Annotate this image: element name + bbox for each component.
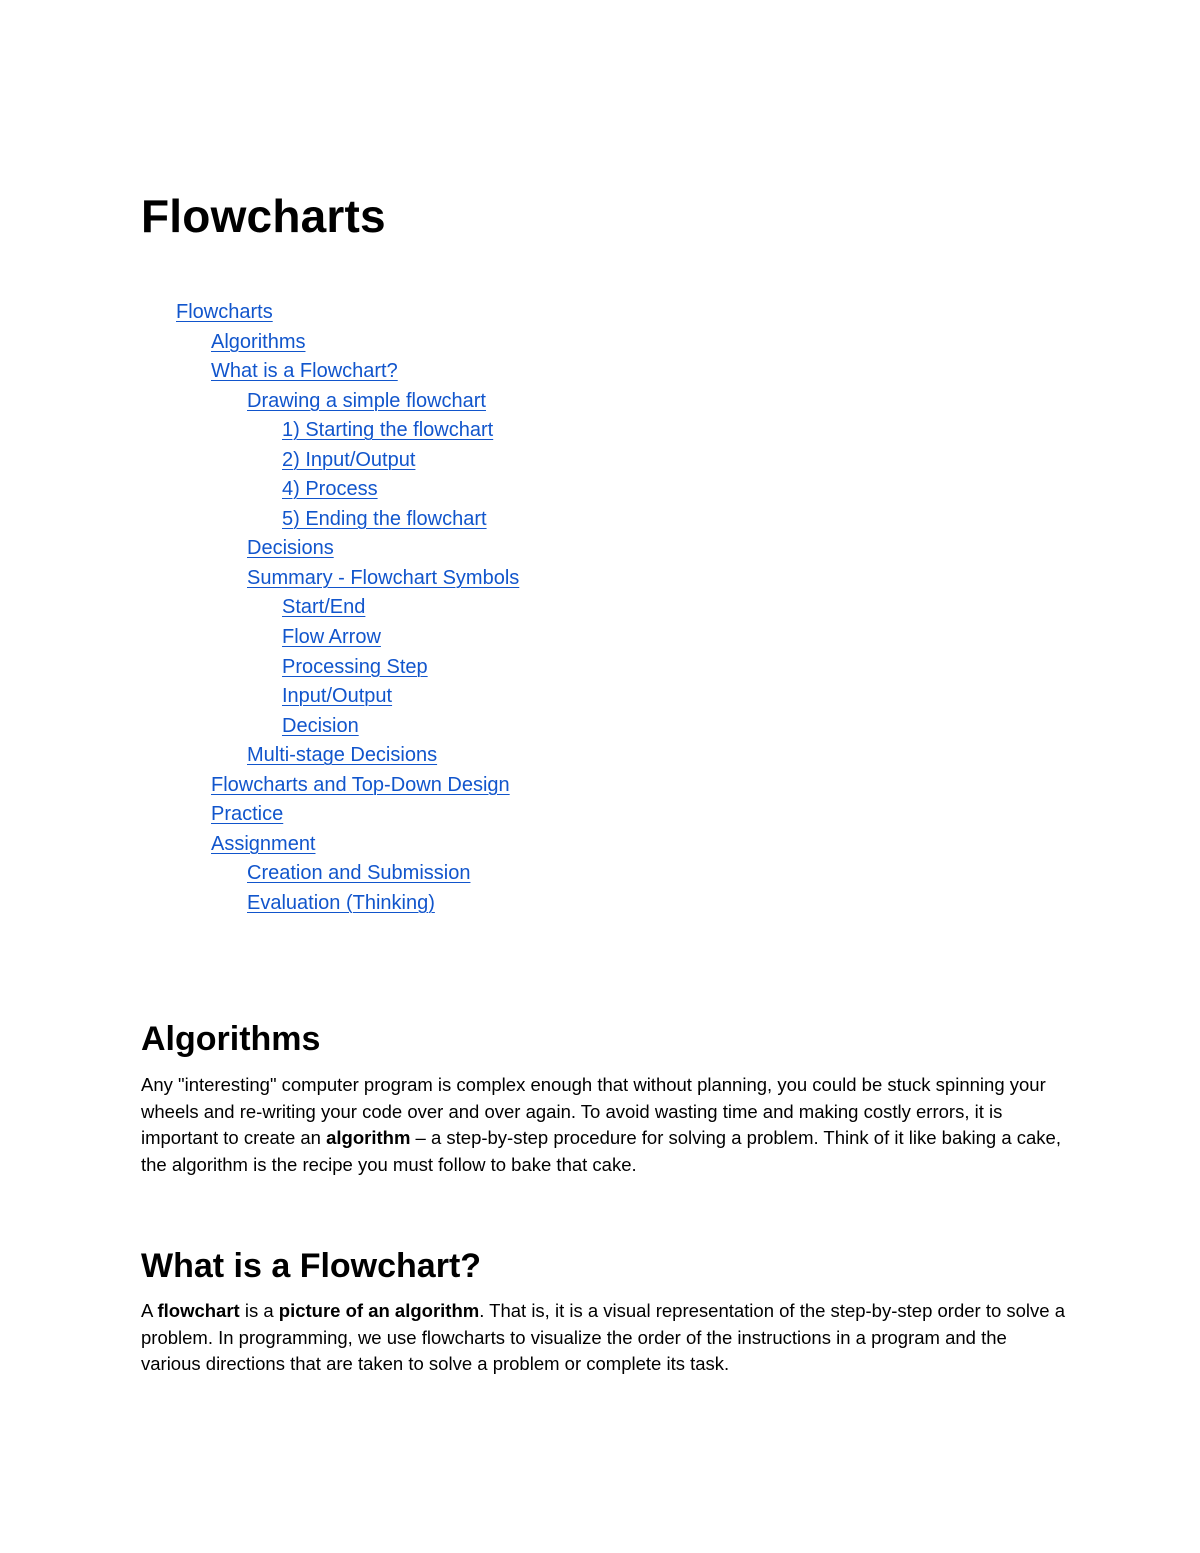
what-is-text-3: . That is, it is a visual representation of the step-by-step order to solve a problem. In programming, we use flowcharts to visualize the order of the instructions in a program and the various directions that are taken to solve a problem or complete its task. bbox=[141, 1300, 1066, 1375]
toc-link[interactable]: 2) Input/Output bbox=[282, 448, 416, 471]
toc-link[interactable]: Flowcharts bbox=[176, 301, 273, 323]
toc-link[interactable]: Algorithms bbox=[211, 330, 306, 353]
toc-item bbox=[0, 859, 1200, 889]
toc-item bbox=[0, 298, 1200, 328]
toc-item bbox=[0, 446, 1200, 476]
toc-link[interactable]: What is a Flowchart? bbox=[211, 360, 398, 383]
algorithm-term: algorithm bbox=[326, 1127, 411, 1149]
toc-link[interactable]: Summary - Flowchart Symbols bbox=[247, 566, 520, 589]
toc-link[interactable]: Creation and Submission bbox=[247, 862, 471, 885]
toc-link[interactable]: Processing Step bbox=[282, 655, 428, 678]
algorithms-text-2: – a step-by-step procedure for solving a problem. Think of it like baking a cake, the algorithm is the recipe you must follow to bake that cake. bbox=[141, 1127, 1061, 1176]
toc-item bbox=[0, 712, 1200, 742]
what-is-text-1: A bbox=[141, 1300, 158, 1321]
what-is-a-flowchart-paragraph bbox=[141, 1298, 1066, 1378]
toc-link[interactable]: Flow Arrow bbox=[282, 626, 381, 649]
toc-item bbox=[0, 741, 1200, 771]
document-title: Flowcharts bbox=[141, 190, 386, 242]
toc-item bbox=[0, 800, 1200, 830]
toc-item bbox=[0, 564, 1200, 594]
toc-link[interactable]: 5) Ending the flowchart bbox=[282, 507, 487, 530]
toc-item bbox=[0, 771, 1200, 801]
toc-item bbox=[0, 416, 1200, 446]
toc-link[interactable]: Practice bbox=[211, 803, 284, 826]
toc-link[interactable]: 4) Process bbox=[282, 478, 378, 501]
toc-item bbox=[0, 593, 1200, 623]
toc-item bbox=[0, 623, 1200, 653]
what-is-text-2: is a bbox=[239, 1300, 279, 1321]
table-of-contents bbox=[0, 298, 1200, 918]
toc-link[interactable]: Start/End bbox=[282, 596, 366, 619]
algorithms-paragraph bbox=[141, 1072, 1066, 1179]
toc-link[interactable]: Input/Output bbox=[282, 685, 393, 708]
toc-item bbox=[0, 328, 1200, 358]
toc-link[interactable]: Multi-stage Decisions bbox=[247, 744, 438, 767]
algorithms-text-1: Any "interesting" computer program is complex enough that without planning, you could be stuck spinning your wheels and re-writing your code over and over again. To avoid wasting time and making costly errors, it is important to create an bbox=[141, 1074, 1046, 1149]
toc-link[interactable]: Assignment bbox=[211, 832, 316, 855]
section-heading-algorithms: Algorithms bbox=[141, 1020, 321, 1058]
section-heading-what-is-a-flowchart: What is a Flowchart? bbox=[141, 1247, 482, 1285]
toc-link[interactable]: Drawing a simple flowchart bbox=[247, 389, 486, 412]
toc-link[interactable]: Flowcharts and Top-Down Design bbox=[211, 773, 510, 796]
picture-of-algorithm-term: picture of an algorithm bbox=[278, 1300, 480, 1321]
toc-link[interactable]: Evaluation (Thinking) bbox=[247, 891, 435, 914]
toc-item bbox=[0, 682, 1200, 712]
toc-item bbox=[0, 653, 1200, 683]
toc-item bbox=[0, 475, 1200, 505]
toc-item bbox=[0, 387, 1200, 417]
toc-item bbox=[0, 830, 1200, 860]
toc-item bbox=[0, 357, 1200, 387]
toc-item bbox=[0, 534, 1200, 564]
toc-link[interactable]: Decision bbox=[282, 714, 359, 737]
flowchart-term: flowchart bbox=[157, 1300, 240, 1321]
toc-link[interactable]: 1) Starting the flowchart bbox=[282, 419, 494, 442]
toc-item bbox=[0, 889, 1200, 919]
toc-item bbox=[0, 505, 1200, 535]
toc-link[interactable]: Decisions bbox=[247, 537, 334, 560]
